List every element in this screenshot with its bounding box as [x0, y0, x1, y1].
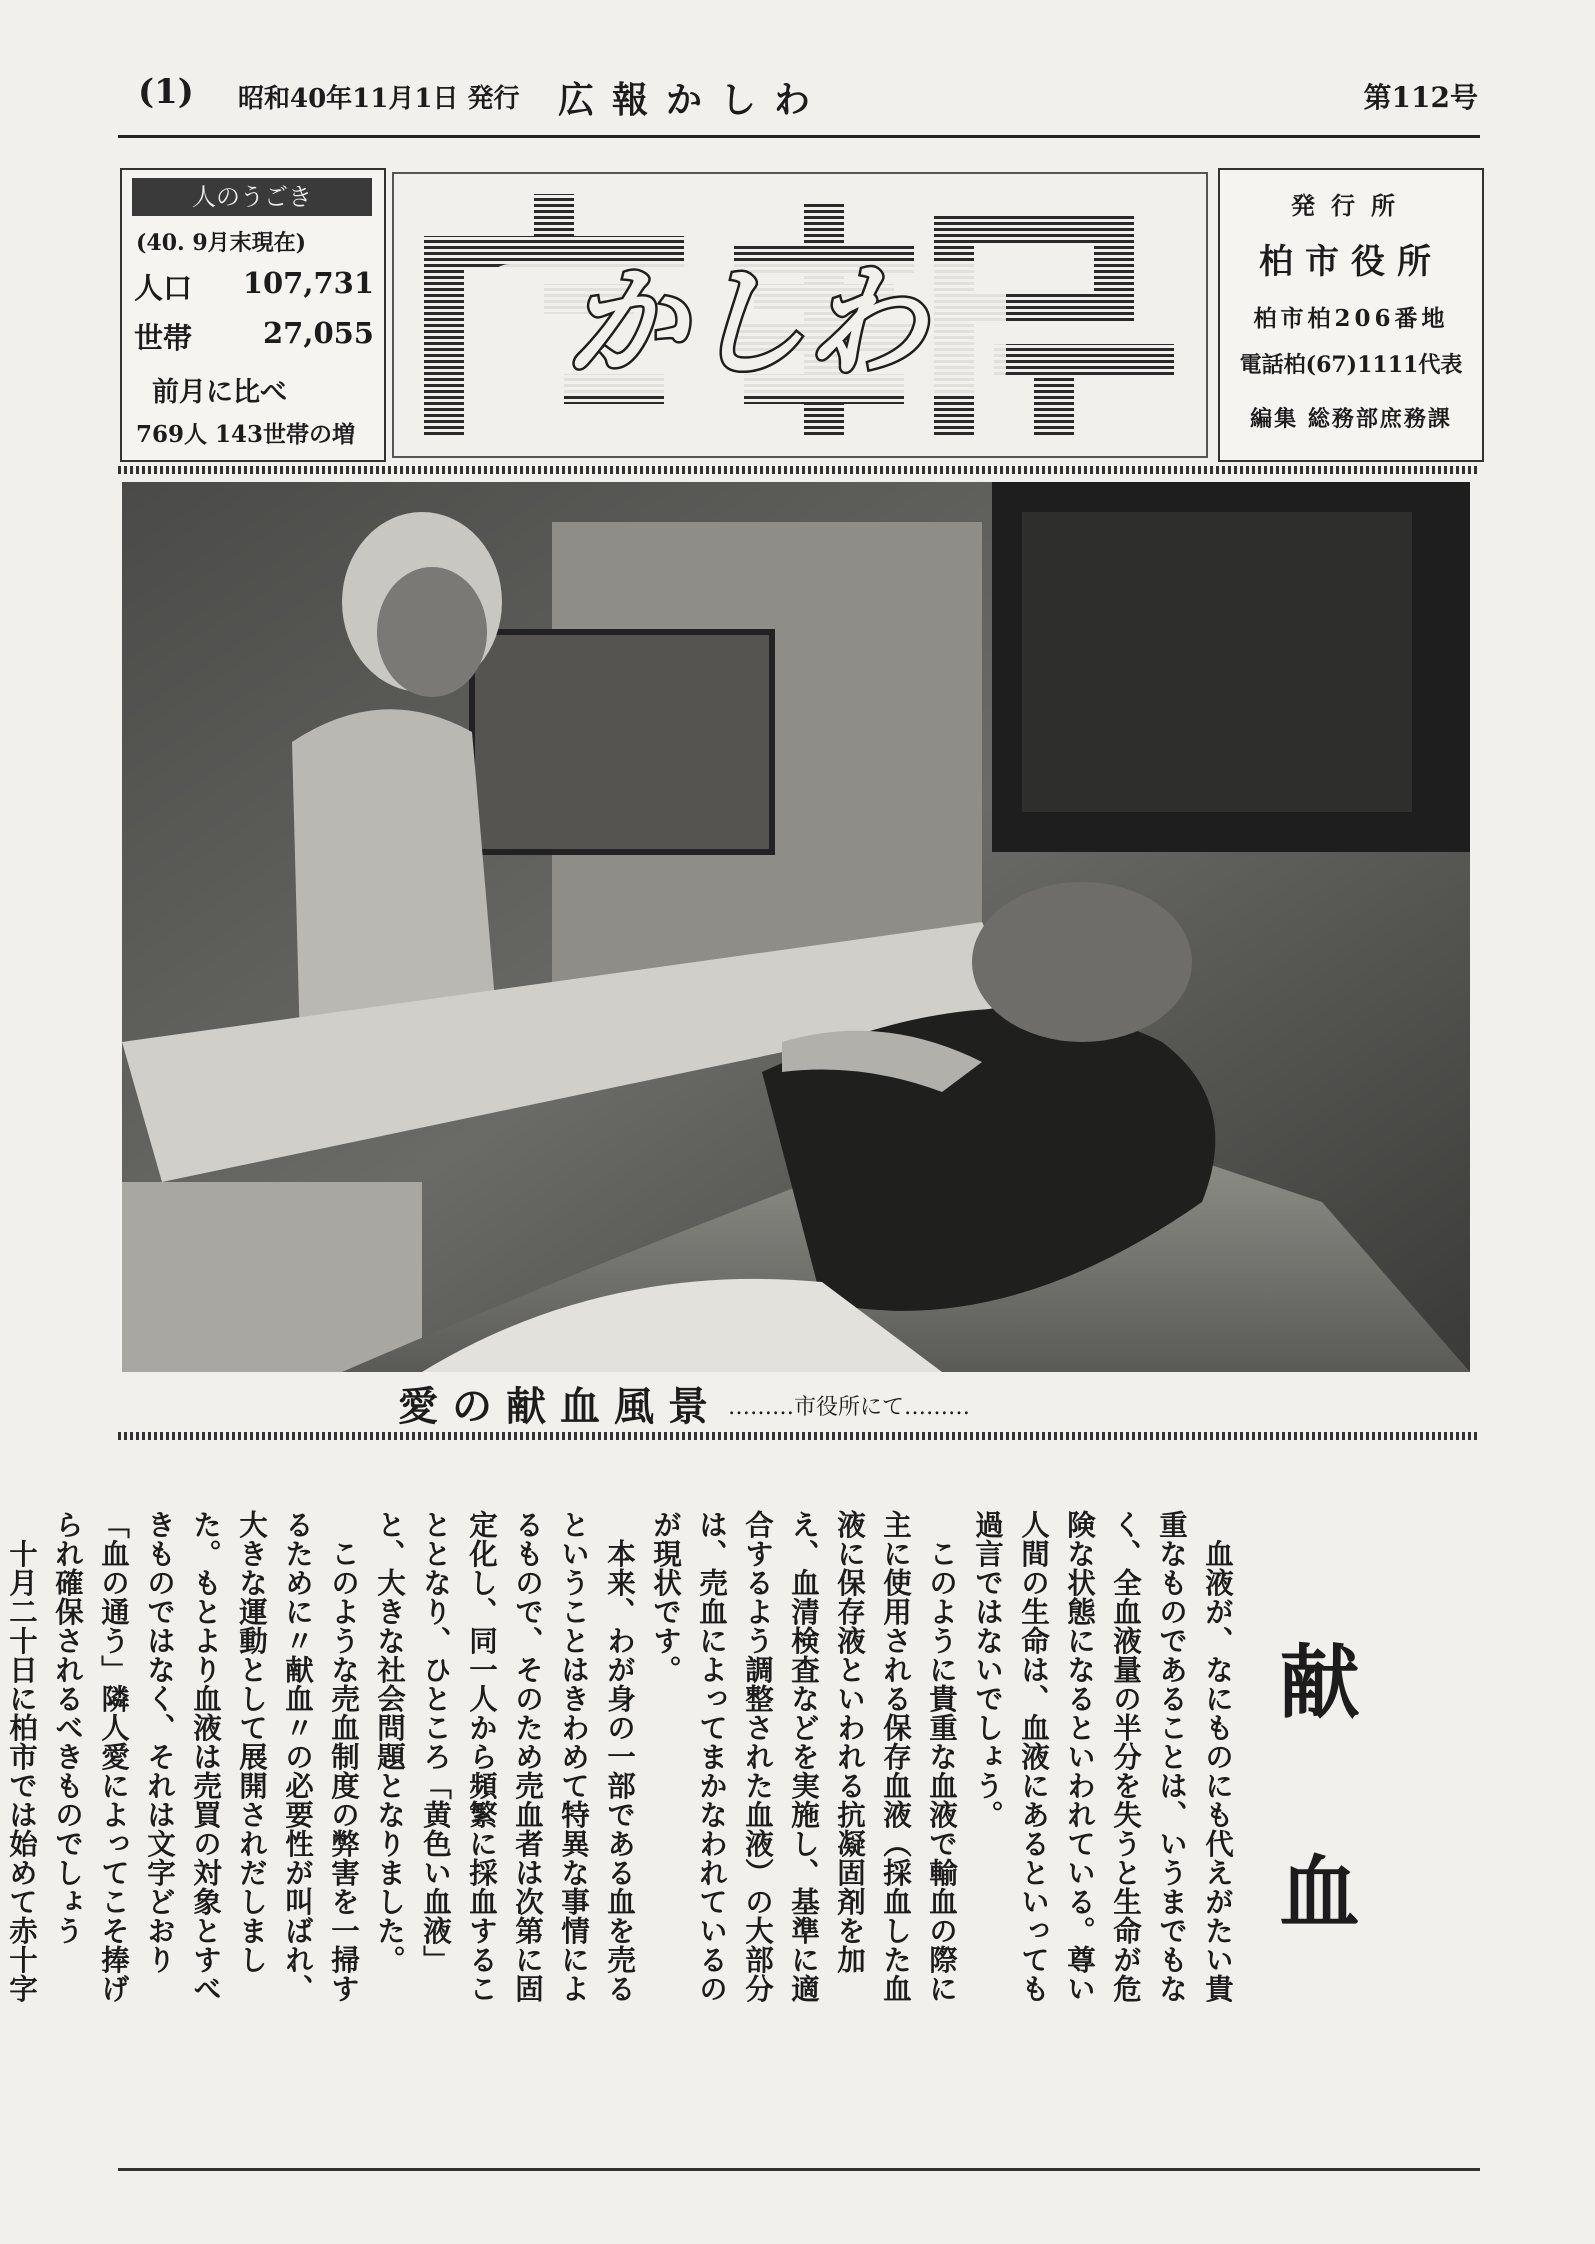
paper-name: 広報かしわ [558, 79, 829, 121]
issue-number: 第112号 [1363, 81, 1478, 114]
header-rule [118, 135, 1480, 138]
page-number: (1) [138, 72, 194, 112]
masthead-divider [118, 466, 1480, 474]
article-paragraph: 本来、わが身の一部である血を売るということはきわめて特異な事情によるもので、そのため売血者は次第に固定化し、同一人から頻繁に採血することとなり、ひところ「黄色い血液」と、大きな社会問題となりました。 [373, 1510, 636, 2003]
photo-image [122, 482, 1470, 1372]
population-row [134, 266, 374, 307]
caption-main: 愛の献血風景 [398, 1383, 722, 1430]
population-as-of: (40. 9月末現在) [136, 230, 307, 256]
population-compare: 前月に比べ [152, 377, 287, 408]
publisher-box [1218, 168, 1484, 462]
header-line [118, 62, 1478, 152]
households-label: 世帯 [134, 321, 193, 355]
article-paragraph: 十月二十日に柏市では始めて赤十字 [5, 1538, 38, 2003]
footer-rule [118, 2168, 1480, 2171]
article-paragraph: 血液が、なにものにも代えがたい貴重なものであることは、いうまでもなく、全血液量の半分を失うと生命が危険な状態になるといわれている。尊い人間の生命は、血液にあるといっても過言ではないでしょう。 [971, 1510, 1234, 2003]
article-paragraph: このように貴重な血液で輸血の際に主に使用される保存血液（採血した血液に保存液といわれる抗凝固剤を加え、血清検査などを実施し、基準に適合するよう調整された血液）の大部分は、売血によってまかなわれているのが現状です。 [649, 1510, 958, 2003]
publisher-phone: 電話柏(67)1111代表 [1239, 352, 1463, 378]
population-label: 人口 [134, 271, 193, 305]
logo-kana: かしわ [566, 254, 926, 393]
logo-graphic [394, 174, 1206, 456]
population-value: 107,731 [242, 266, 374, 300]
population-title: 人のうごき [132, 178, 372, 216]
photo-caption [398, 1375, 970, 1431]
publisher-office: 柏市役所 [1259, 242, 1443, 282]
issue-date: 昭和40年11月1日 発行 [238, 84, 520, 114]
article-headline: 献血 [1266, 1640, 1359, 2060]
publisher-label: 発行所 [1291, 191, 1411, 220]
population-box [120, 168, 386, 462]
publisher-editor: 編集 総務部庶務課 [1250, 406, 1452, 432]
publisher-address: 柏市柏206番地 [1253, 305, 1449, 332]
photo-divider [118, 1432, 1480, 1440]
article-paragraph: このような売血制度の弊害を一掃するために〃献血〃の必要性が叫ばれ、大きな運動として展開されだしました。もとより血液は売買の対象とすべきものではなく、それは文字どおり「血の通う」隣人愛によってこそ捧げられ確保されるべきものでしょう [51, 1510, 360, 2003]
caption-sub: ………市役所にて……… [728, 1395, 971, 1420]
blood-donation-photo [122, 482, 1470, 1372]
households-value: 27,055 [263, 316, 374, 350]
masthead-logo [392, 172, 1208, 458]
households-row [134, 316, 374, 357]
article-body [5, 1510, 1240, 2030]
population-increase: 769人 143世帯の増 [136, 421, 356, 448]
